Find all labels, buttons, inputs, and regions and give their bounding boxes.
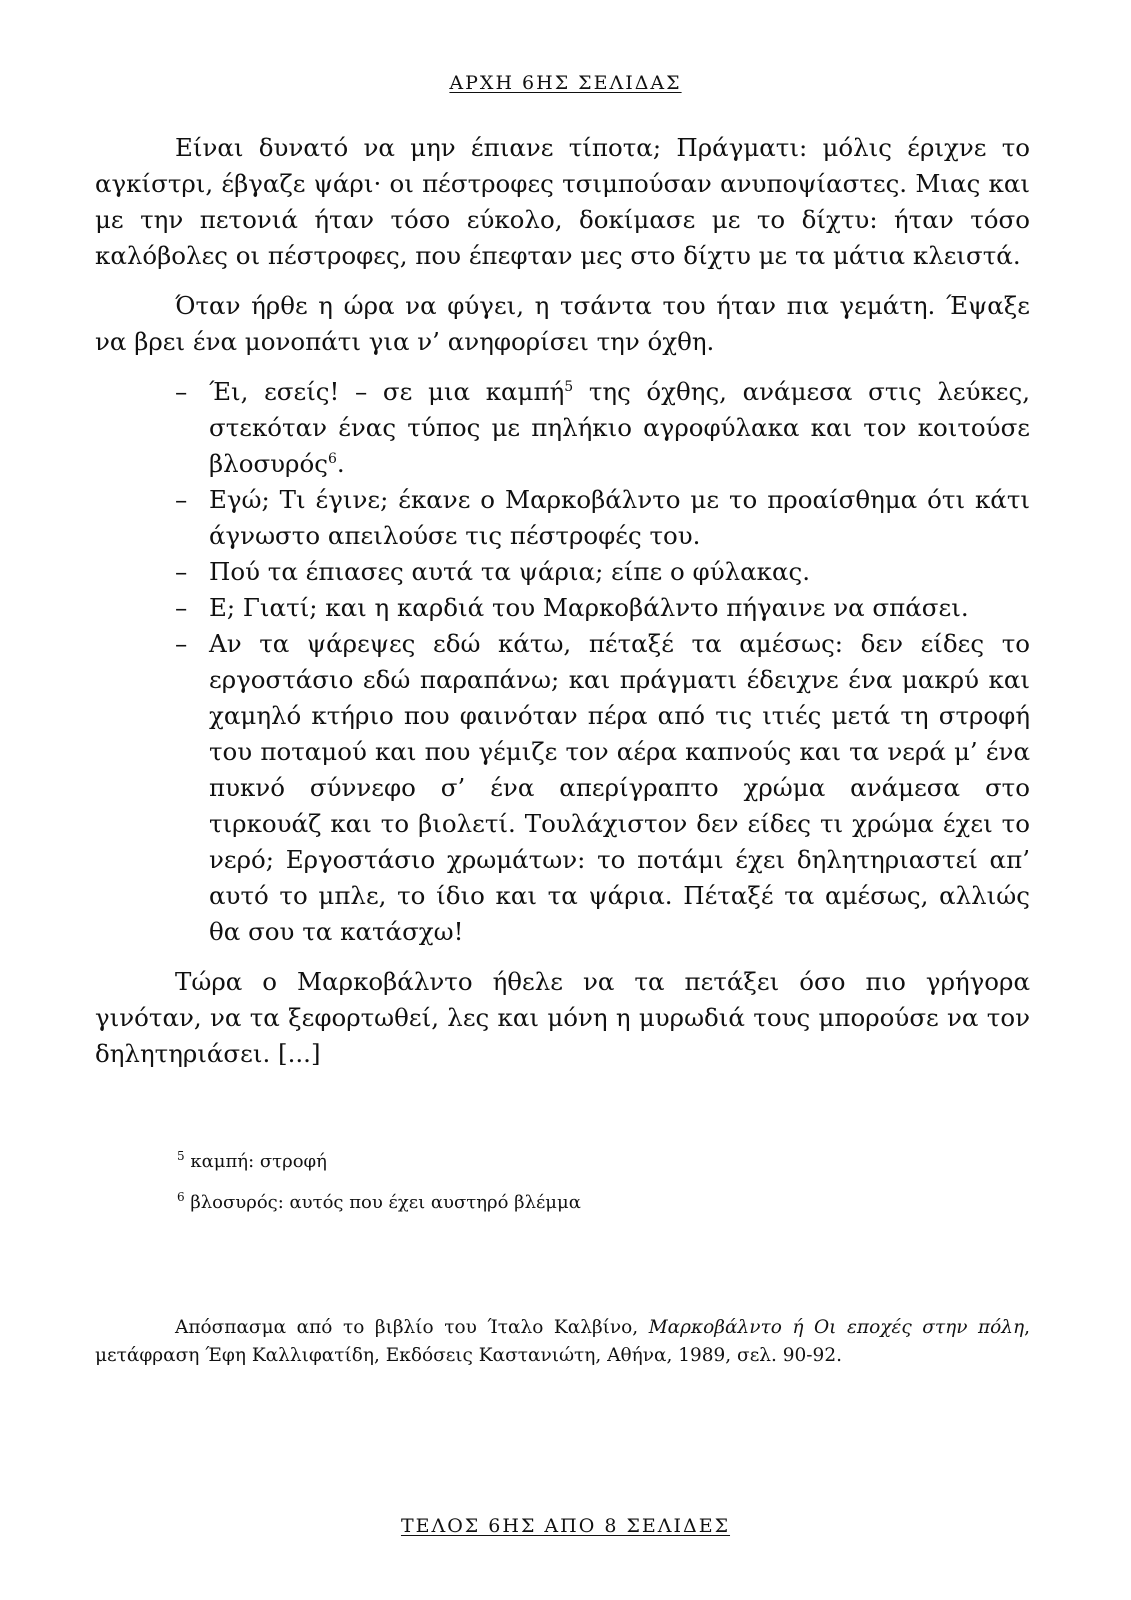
dialogue-text: . [336,449,345,478]
dialogue-line-3 [175,554,1030,590]
dialogue-dash: – [175,629,188,658]
footnote-text: καμπή: στροφή [184,1151,327,1172]
page-header: ΑΡΧΗ 6ΗΣ ΣΕΛΙΔΑΣ [449,72,682,94]
dialogue-line-2 [175,482,1030,554]
dialogue-dash: – [175,593,188,622]
footnote-text: βλοσυρός: αυτός που έχει αυστηρό βλέμμα [184,1192,581,1213]
dialogue-dash: – [175,557,188,586]
dialogue-text: της όχθης, ανάμεσα στις λεύκες, στεκόταν ένας τύπος με πηλήκιο αγροφύλακα και τον κοιτούσε βλοσυρός [209,377,1031,478]
footnote-number: 5 [177,1149,185,1163]
paragraph-3: Τώρα ο Μαρκοβάλντο ήθελε να τα πετάξει όσο πιο γρήγορα γινόταν, να τα ξεφορτωθεί, λες και μόνη η μυρωδιά τους μπορούσε να τον δηλητηριάσει. [...] [95,967,1030,1068]
dialogue-line-4 [175,590,1030,626]
dialogue-line-5 [175,626,1030,950]
dialogue-dash: – [175,377,188,406]
book-title: Μαρκοβάλντο ή Οι εποχές στην πόλη [648,1316,1025,1338]
dialogue-dash: – [175,485,188,514]
dialogue-text: Εγώ; Τι έγινε; έκανε ο Μαρκοβάλντο με το προαίσθημα ότι κάτι άγνωστο απειλούσε τις πέστροφές του. [209,485,1030,550]
citation-prefix: Απόσπασμα από το βιβλίο του Ίταλο Καλβίνο, [175,1316,649,1338]
source-citation [95,1314,1030,1370]
paragraph-2: Όταν ήρθε η ώρα να φύγει, η τσάντα του ήταν πια γεμάτη. Έψαξε να βρει ένα μονοπάτι για ν’ ανηφορίσει την όχθη. [95,291,1030,356]
dialogue-text: Ε; Γιατί; και η καρδιά του Μαρκοβάλντο πήγαινε να σπάσει. [209,593,969,622]
dialogue-text: Έι, εσείς! – σε μια καμπή [209,377,565,406]
dialogue-text: Πού τα έπιασες αυτά τα ψάρια; είπε ο φύλακας. [209,557,811,586]
footnote-6 [177,1191,977,1215]
excerpt-body [95,130,1030,1086]
footnotes [177,1150,977,1232]
footnote-ref-5: 5 [564,378,574,395]
footnote-ref-6: 6 [327,450,337,467]
dialogue-list [95,374,1030,950]
dialogue-text: Αν τα ψάρεψες εδώ κάτω, πέταξέ τα αμέσως: δεν είδες το εργοστάσιο εδώ παραπάνω; και πράγματι έδειχνε ένα μακρύ και χαμηλό κτήριο που φαινόταν πέρα από τις ιτιές μετά τη στροφή του ποταμού και που γέμιζε τον αέρα καπνούς και τα νερά μ’ ένα πυκνό σύννεφο σ’ ένα απερίγραπτο χρώμα ανάμεσα στο τιρκουάζ και το βιολετί. Τουλάχιστον δεν είδες τι χρώμα έχει το νερό; Εργοστάσιο χρωμάτων: το ποτάμι έχει δηλητηριαστεί απ’ αυτό το μπλε, το ίδιο και τα ψάρια. Πέταξέ τα αμέσως, αλλιώς θα σου τα κατάσχω! [209,629,1030,946]
citation-suffix: , μετάφραση Έφη Καλλιφατίδη, Εκδόσεις Καστανιώτη, Αθήνα, 1989, σελ. 90-92. [95,1316,1030,1366]
dialogue-line-1 [175,374,1030,482]
page-footer: ΤΕΛΟΣ 6ΗΣ ΑΠΟ 8 ΣΕΛΙΔΕΣ [400,1515,731,1537]
footnote-number: 6 [177,1190,185,1204]
paragraph-1: Είναι δυνατό να μην έπιανε τίποτα; Πράγματι: μόλις έριχνε το αγκίστρι, έβγαζε ψάρι· οι πέστροφες τσιμπούσαν ανυποψίαστες. Μιας και με την πετονιά ήταν τόσο εύκολο, δοκίμασε με το δίχτυ: ήταν τόσο καλόβολες οι πέστροφες, που έπεφταν μες στο δίχτυ με τα μάτια κλειστά. [95,133,1030,270]
footnote-5 [177,1150,977,1174]
